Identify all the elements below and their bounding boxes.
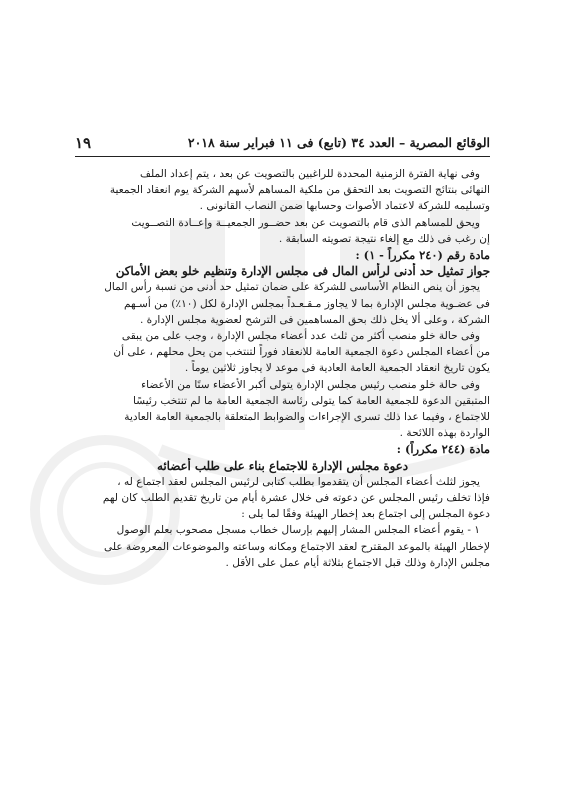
text-line: للاجتماع ، وفيما عدا ذلك تسرى الإجراءات والضوابط المتعلقة بالجمعية العامة العادية: [124, 411, 490, 424]
text-line: دعوة المجلس إلى اجتماع بعد إخطار الهيئة وفقًا لما يلى :: [241, 508, 490, 521]
text-line: الشركة ، وعلى ألا يخل ذلك بحق المساهمين فى الترشح لعضوية مجلس الإدارة .: [139, 313, 490, 326]
document-body: [75, 166, 490, 571]
text-line: وفى حالة خلو منصب رئيس مجلس الإدارة يتولى أكبر الأعضاء سنًا من الأعضاء: [141, 378, 480, 391]
running-title: الوقائع المصرية – العدد ٣٤ (تابع) فى ١١ فبراير سنة ٢٠١٨: [187, 135, 490, 150]
article-subtitle: جواز تمثيل حد أدنى لرأس المال فى مجلس الإدارة وتنظيم خلو بعض الأماكن: [115, 264, 490, 279]
article-subtitle: دعوة مجلس الإدارة للاجتماع بناء على طلب أعضائه: [157, 458, 408, 473]
text-line: يجوز لثلث أعضاء المجلس أن يتقدموا بطلب كتابى لرئيس المجلس لعقد اجتماع له ،: [117, 475, 480, 488]
header-divider: [75, 156, 490, 157]
text-line: الواردة بهذه اللائحة .: [399, 427, 490, 440]
text-line: وفى حالة خلو منصب أكثر من ثلث عدد أعضاء مجلس الإدارة ، وجب على من يبقى: [121, 330, 480, 343]
text-line: يكون تاريخ انعقاد الجمعية العامة العادية فى موعد لا يجاوز ثلاثين يوماً .: [184, 362, 490, 375]
article-heading: مادة (٢٤٤ مكرراً) :: [396, 442, 490, 457]
text-line: وتسليمه للشركة لاعتماد الأصوات وحسابها ضمن النصاب القانونى .: [199, 200, 490, 213]
page-header: [75, 134, 490, 154]
article-heading: مادة رقم (٢٤٠ مكرراً - ١) :: [355, 248, 490, 263]
text-line: فإذا تخلف رئيس المجلس عن دعوته فى خلال عشرة أيام من تاريخ تقديم الطلب كان لهم: [102, 492, 490, 505]
text-line: يجوز أن ينص النظام الأساسى للشركة على ضمان تمثيل حد أدنى من نسبة رأس المال: [104, 281, 480, 294]
text-line: وفى نهاية الفترة الزمنية المحددة للراغبين بالتصويت عن بعد ، يتم إعداد الملف: [140, 168, 480, 180]
text-line: إن رغب فى ذلك مع إلغاء نتيجة تصويته السابقة .: [278, 232, 490, 245]
text-line: النهائى بنتائج التصويت بعد التحقق من ملكية المساهم لأسهم الشركة يوم انعقاد الجمعية: [109, 184, 490, 197]
text-line: فى عضـوية مجلس الإدارة بما لا يجاوز مـقـعـداً بمجلس الإدارة لكل (١٠٪) من أسـهم: [123, 297, 490, 310]
text-line: لإخطار الهيئة بالموعد المقترح لعقد الاجتماع ومكانه وساعته والموضوعات المعروضة على: [104, 540, 490, 553]
text-line: مجلس الإدارة وذلك قبل الاجتماع بثلاثة أيام عمل على الأقل .: [225, 556, 490, 569]
text-line: ويحق للمساهم الذى قام بالتصويت عن بعد حضــور الجمعيــة وإعــادة التصــويت: [131, 216, 480, 229]
text-line: المتبقين الدعوة للجمعية العامة كما يتولى رئاسة الجمعية العامة ما لم تنتخب رئيسًا: [133, 394, 490, 407]
text-line: ١ - يقوم أعضاء المجلس المشار إليهم بإرسال خطاب مسجل مصحوب بعلم الوصول: [116, 524, 480, 537]
page-number: ١٩: [75, 134, 92, 152]
text-line: من أعضاء المجلس دعوة الجمعية العامة للانعقاد فوراً لتنتخب من يحل محلهم ، على أن: [113, 346, 490, 359]
